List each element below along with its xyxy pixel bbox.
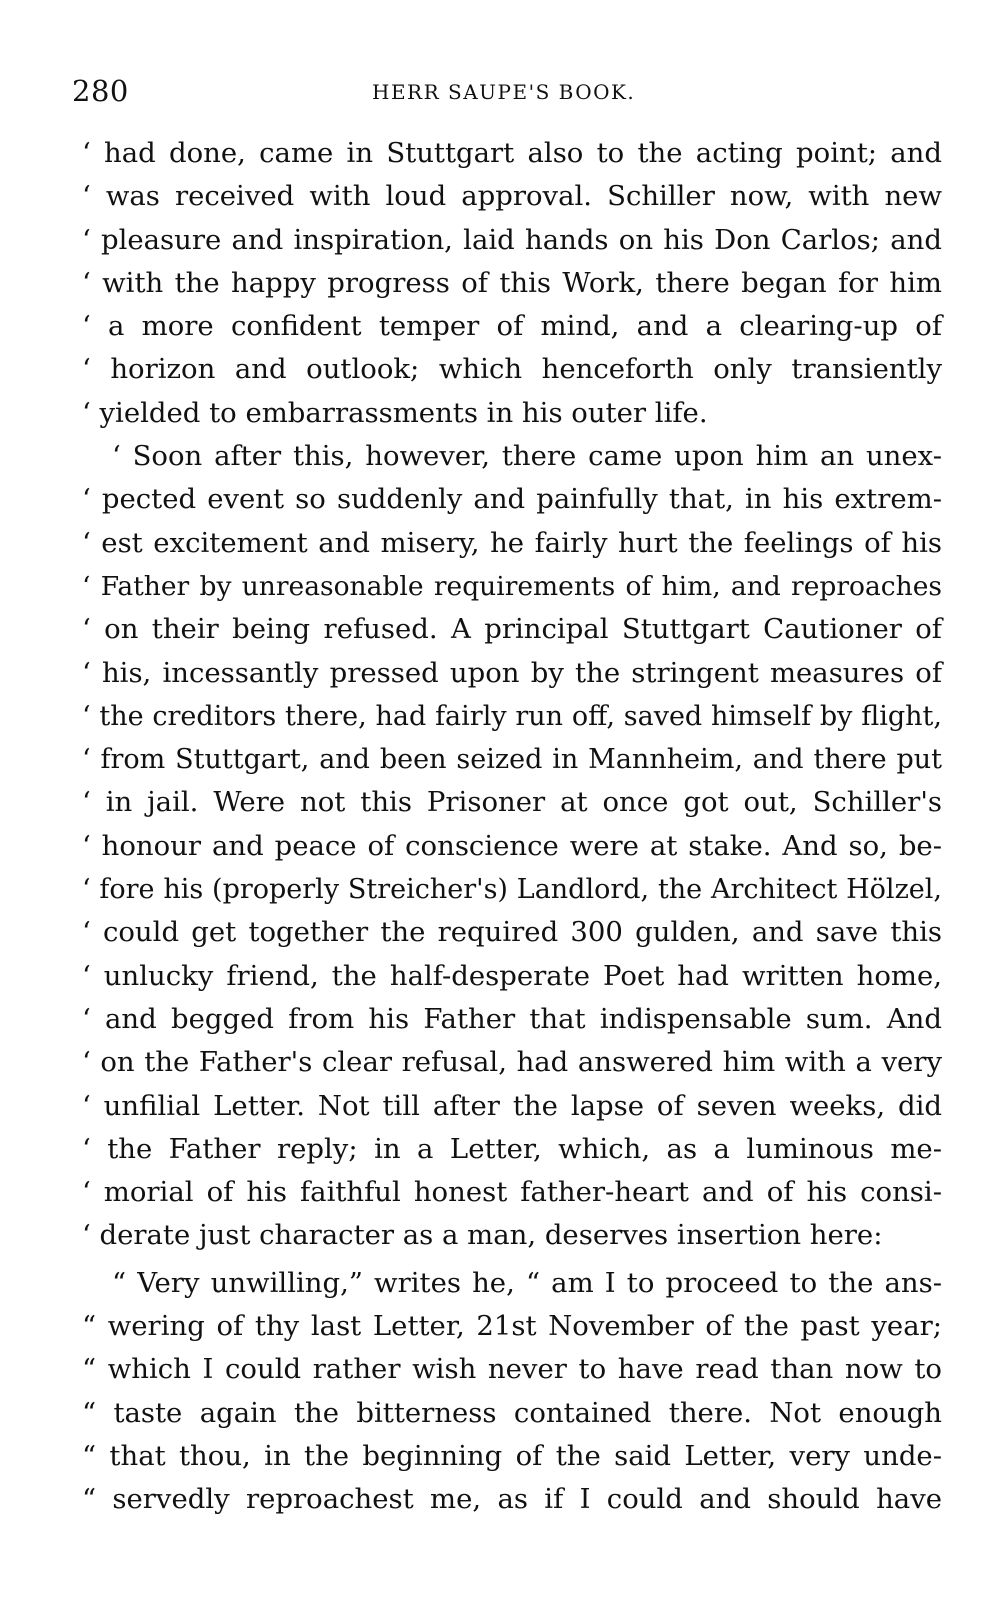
text-line: “ Very unwilling,” writes he, “ am I to proceed to the ans- [112, 1266, 942, 1299]
text-line: ‘ the Father reply; in a Letter, which, as a luminous me- [82, 1132, 942, 1165]
text-line: ‘ honour and peace of conscience were at stake. And so, be- [82, 829, 942, 862]
body-text [82, 132, 942, 1522]
text-line: ‘ pected event so suddenly and painfully that, in his extrem- [82, 483, 942, 516]
text-line: ‘ on the Father's clear refusal, had answered him with a very [82, 1046, 942, 1079]
text-line: ‘ unlucky friend, the half-desperate Poet had written home, [82, 959, 942, 992]
text-line: ‘ unfilial Letter. Not till after the lapse of seven weeks, did [82, 1089, 942, 1122]
text-line: ‘ morial of his faithful honest father-heart and of his consi- [82, 1176, 942, 1209]
text-line: “ which I could rather wish never to have read than now to [82, 1353, 942, 1386]
text-line: ‘ Soon after this, however, there came upon him an unex- [112, 440, 942, 473]
text-line: ‘ had done, came in Stuttgart also to the acting point; and [82, 137, 942, 169]
text-line: ‘ est excitement and misery, he fairly hurt the feelings of his [82, 526, 942, 559]
text-line: ‘ a more confident temper of mind, and a clearing-up of [82, 310, 942, 343]
text-line: ‘ could get together the required 300 gulden, and save this [82, 916, 942, 949]
page-number: 280 [72, 74, 129, 108]
text-line: ‘ on their being refused. A principal Stuttgart Cautioner of [82, 613, 942, 646]
text-line: ‘ with the happy progress of this Work, there began for him [82, 266, 942, 299]
text-line: “ taste again the bitterness contained there. Not enough [82, 1396, 942, 1429]
text-line: ‘ derate just character as a man, deserves insertion here: [82, 1219, 883, 1252]
running-head [72, 74, 932, 114]
text-line: ‘ and begged from his Father that indispensable sum. And [82, 1002, 942, 1035]
text-line: “ that thou, in the beginning of the said Letter, very unde- [82, 1439, 942, 1472]
text-line: ‘ Father by unreasonable requirements of him, and reproaches [82, 570, 942, 602]
text-line: ‘ fore his (properly Streicher's) Landlord, the Architect Hölzel, [82, 874, 942, 906]
text-line: ‘ in jail. Were not this Prisoner at once got out, Schiller's [82, 786, 942, 819]
text-line: ‘ from Stuttgart, and been seized in Mannheim, and there put [82, 744, 942, 776]
text-line: “ wering of thy last Letter, 21st November of the past year; [82, 1310, 942, 1343]
text-line: ‘ horizon and outlook; which henceforth only transiently [82, 353, 942, 386]
running-title: HERR SAUPE'S BOOK. [372, 80, 636, 104]
text-line: ‘ yielded to embarrassments in his outer life. [82, 396, 708, 429]
text-line: ‘ was received with loud approval. Schiller now, with new [82, 180, 942, 213]
text-line: ‘ his, incessantly pressed upon by the stringent measures of [82, 656, 942, 689]
text-line: ‘ the creditors there, had fairly run off, saved himself by flight, [82, 700, 942, 732]
text-line: ‘ pleasure and inspiration, laid hands on his Don Carlos; and [82, 223, 942, 256]
text-line: “ servedly reproachest me, as if I could and should have [82, 1483, 942, 1516]
